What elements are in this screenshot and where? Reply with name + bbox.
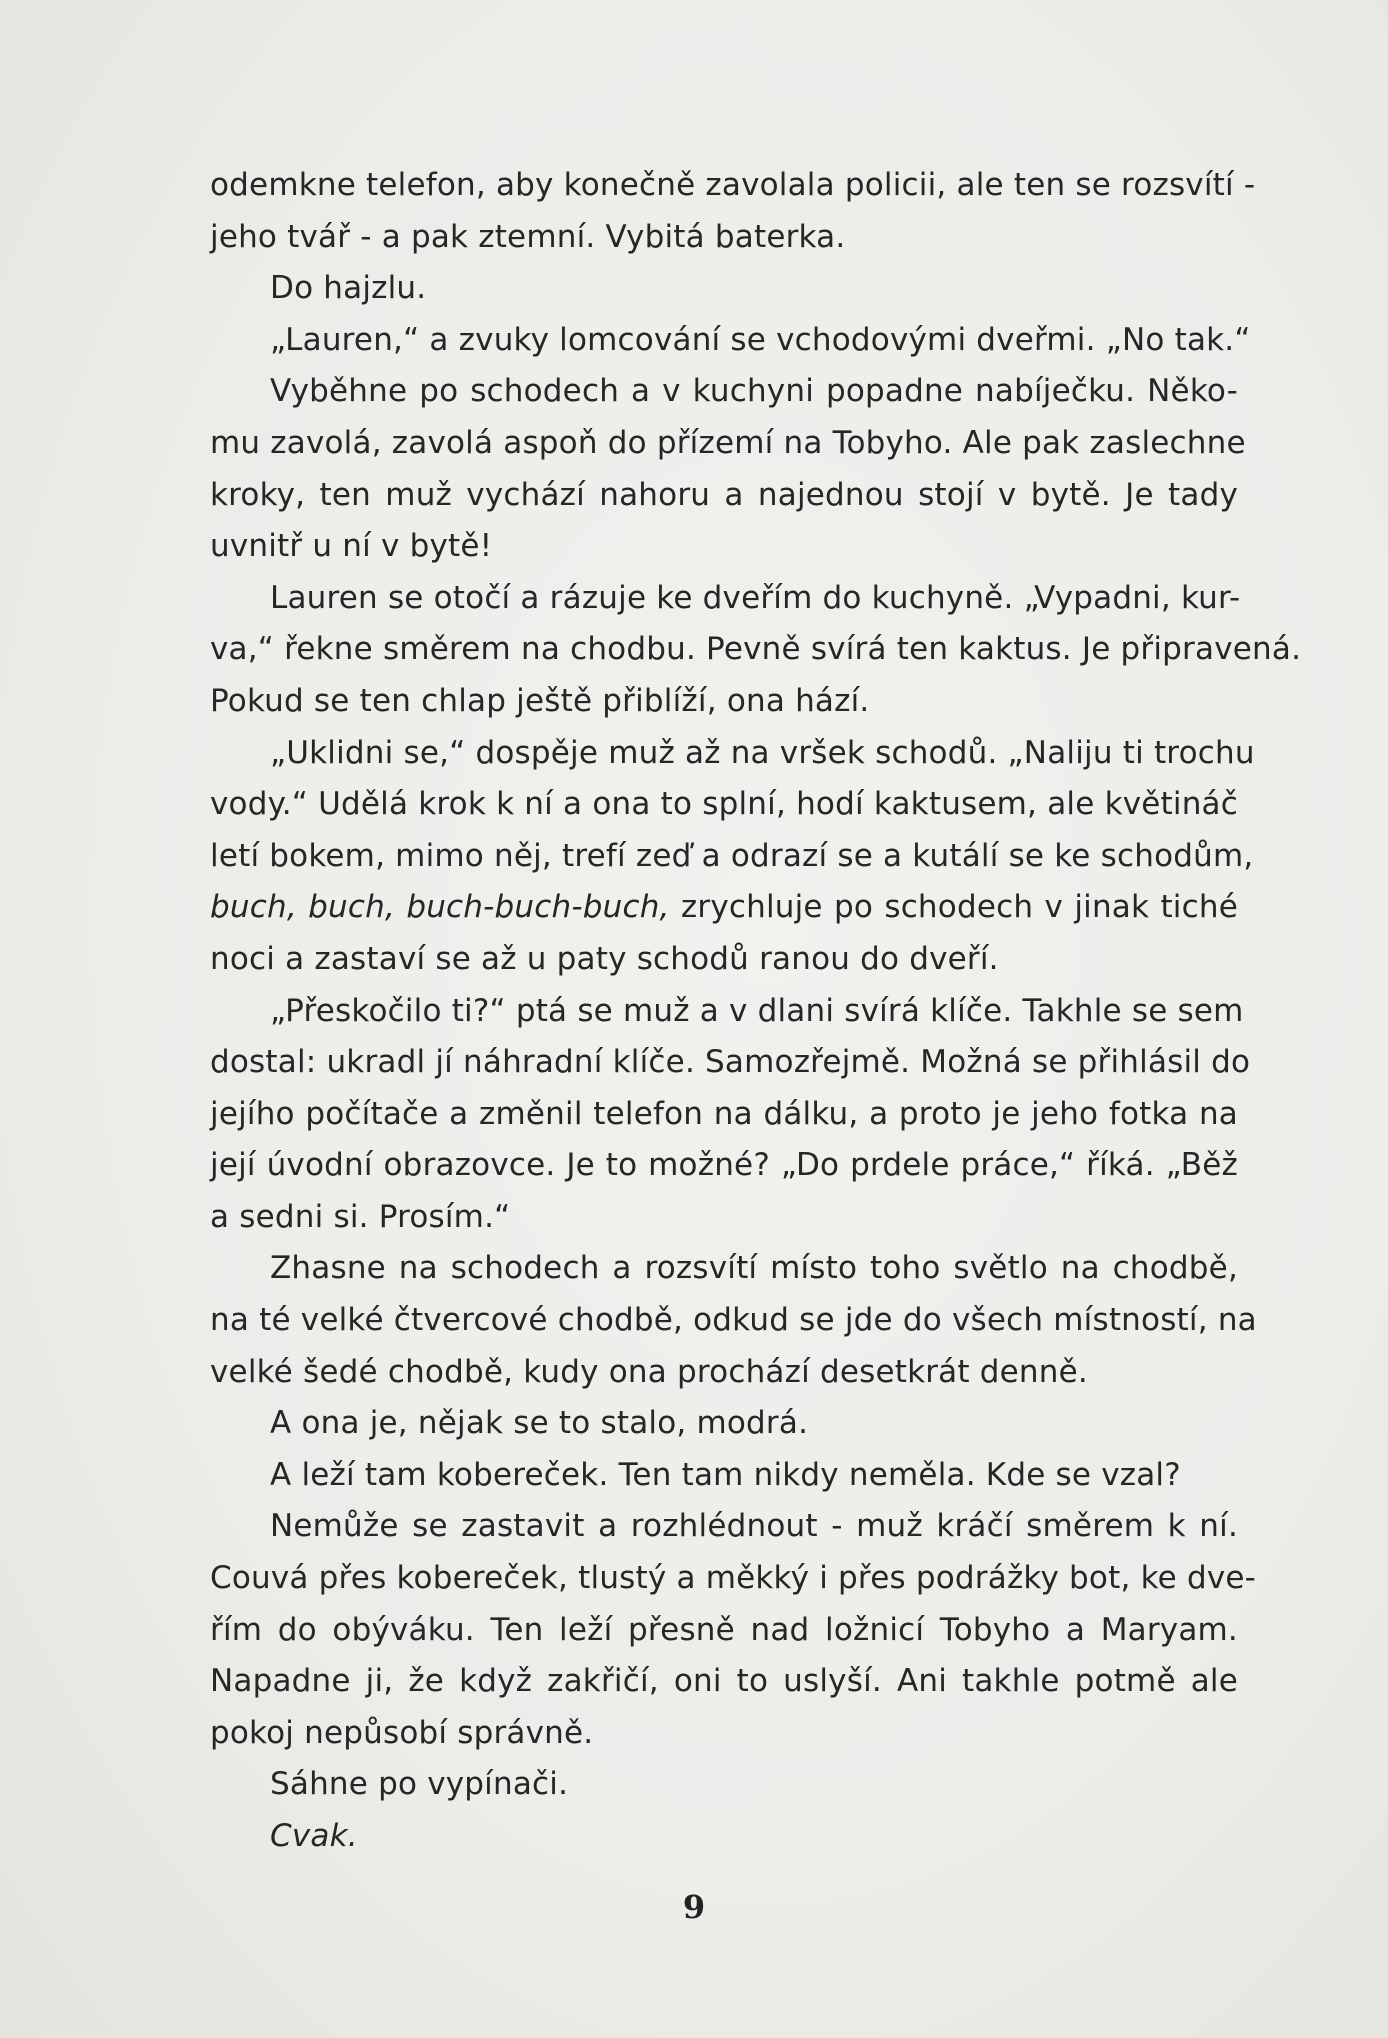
text-line: Vyběhne po schodech a v kuchyni popadne nabíječku. Něko- bbox=[270, 373, 1238, 410]
text-line: Do hajzlu. bbox=[270, 270, 427, 307]
text-line: Zhasne na schodech a rozsvítí místo toho světlo na chodbě, bbox=[270, 1250, 1238, 1287]
text-line: řím do obýváku. Ten leží přesně nad ložnicí Tobyho a Maryam. bbox=[210, 1611, 1238, 1648]
text-line: její úvodní obrazovce. Je to možné? „Do prdele práce,“ říká. „Běž bbox=[210, 1147, 1238, 1184]
text-line: Couvá přes kobereček, tlustý a měkký i přes podrážky bot, ke dve- bbox=[210, 1560, 1257, 1597]
text-line: uvnitř u ní v bytě! bbox=[210, 528, 493, 565]
line-text: zrychluje po schodech v jinak tiché bbox=[680, 889, 1238, 926]
text-line: jeho tvář - a pak ztemní. Vybitá baterka. bbox=[210, 218, 846, 255]
page-number: 9 bbox=[682, 1888, 706, 1926]
text-line: „Přeskočilo ti?“ ptá se muž a v dlani svírá klíče. Takhle se sem bbox=[270, 992, 1244, 1029]
text-line: Pokud se ten chlap ještě přiblíží, ona hází. bbox=[210, 682, 870, 719]
text-line bbox=[210, 1811, 1238, 1863]
text-line: kroky, ten muž vychází nahoru a najednou stojí v bytě. Je tady bbox=[210, 476, 1238, 513]
text-line: jejího počítače a změnil telefon na dálku, a proto je jeho fotka na bbox=[210, 1095, 1238, 1132]
text-line: Sáhne po vypínači. bbox=[270, 1766, 569, 1803]
text-line: na té velké čtvercové chodbě, odkud se jde do všech místností, na bbox=[210, 1302, 1257, 1339]
text-line: va,“ řekne směrem na chodbu. Pevně svírá ten kaktus. Je připravená. bbox=[210, 631, 1302, 668]
text-line: a sedni si. Prosím.“ bbox=[210, 1198, 511, 1235]
italic-text: buch, buch, buch-buch-buch, bbox=[210, 889, 670, 926]
text-line: letí bokem, mimo něj, trefí zeď a odrazí se a kutálí se ke schodům, bbox=[210, 837, 1254, 874]
text-line: A ona je, nějak se to stalo, modrá. bbox=[270, 1405, 809, 1442]
text-line: noci a zastaví se až u paty schodů ranou do dveří. bbox=[210, 940, 999, 977]
body-text bbox=[210, 160, 1302, 1863]
text-line: Napadne ji, že když zakřičí, oni to uslyší. Ani takhle potmě ale bbox=[210, 1663, 1238, 1700]
text-line: mu zavolá, zavolá aspoň do přízemí na Tobyho. Ale pak zaslechne bbox=[210, 424, 1246, 461]
text-line: Lauren se otočí a rázuje ke dveřím do kuchyně. „Vypadni, kur- bbox=[270, 579, 1241, 616]
text-line: „Uklidni se,“ dospěje muž až na vršek schodů. „Naliju ti trochu bbox=[270, 734, 1255, 771]
text-line: pokoj nepůsobí správně. bbox=[210, 1714, 594, 1751]
text-line: dostal: ukradl jí náhradní klíče. Samozřejmě. Možná se přihlásil do bbox=[210, 1044, 1251, 1081]
italic-text: Cvak. bbox=[270, 1818, 358, 1854]
text-line: odemkne telefon, aby konečně zavolala policii, ale ten se rozsvítí - bbox=[210, 167, 1256, 203]
text-line: velké šedé chodbě, kudy ona prochází desetkrát denně. bbox=[210, 1353, 1088, 1390]
text-line: Nemůže se zastavit a rozhlédnout - muž kráčí směrem k ní. bbox=[270, 1508, 1238, 1545]
text-line bbox=[210, 882, 1238, 934]
text-line: vody.“ Udělá krok k ní a ona to splní, hodí kaktusem, ale květináč bbox=[210, 786, 1238, 823]
text-line: „Lauren,“ a zvuky lomcování se vchodovými dveřmi. „No tak.“ bbox=[270, 321, 1251, 358]
text-line: A leží tam kobereček. Ten tam nikdy neměla. Kde se vzal? bbox=[270, 1456, 1181, 1493]
